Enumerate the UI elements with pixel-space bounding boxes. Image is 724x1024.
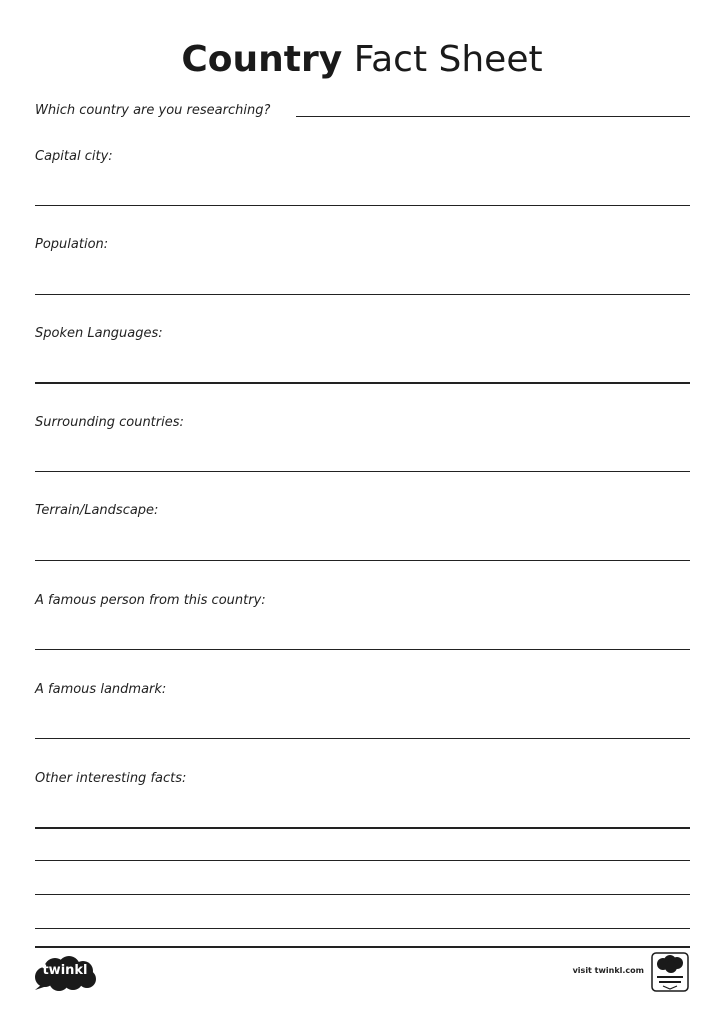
country-question-label: Which country are you researching?	[35, 103, 271, 118]
terrain-label: Terrain/Landscape:	[35, 503, 159, 518]
quality-standard-badge-icon	[651, 952, 689, 992]
facts-answer-line-1[interactable]	[35, 827, 690, 829]
population-answer-line[interactable]	[35, 294, 690, 295]
terrain-answer-line[interactable]	[35, 560, 690, 561]
person-label: A famous person from this country:	[35, 593, 266, 608]
landmark-label: A famous landmark:	[35, 682, 167, 697]
surrounding-label: Surrounding countries:	[35, 415, 184, 430]
capital-label: Capital city:	[35, 149, 113, 164]
languages-label: Spoken Languages:	[35, 326, 163, 341]
landmark-answer-line[interactable]	[35, 738, 690, 739]
page-title	[0, 38, 724, 82]
footer-divider	[35, 946, 690, 948]
facts-answer-line-4[interactable]	[35, 928, 690, 929]
facts-answer-line-2[interactable]	[35, 860, 690, 861]
title-bold: Country	[181, 39, 343, 80]
surrounding-answer-line[interactable]	[35, 471, 690, 472]
capital-answer-line[interactable]	[35, 205, 690, 206]
visit-link[interactable]: visit twinkl.com	[572, 966, 644, 975]
languages-answer-line[interactable]	[35, 382, 690, 384]
facts-answer-line-3[interactable]	[35, 894, 690, 895]
country-answer-line[interactable]	[296, 116, 690, 117]
facts-label: Other interesting facts:	[35, 771, 187, 786]
title-light: Fact Sheet	[353, 39, 543, 80]
population-label: Population:	[35, 237, 109, 252]
person-answer-line[interactable]	[35, 649, 690, 650]
logo-text: twinkl	[42, 963, 88, 978]
